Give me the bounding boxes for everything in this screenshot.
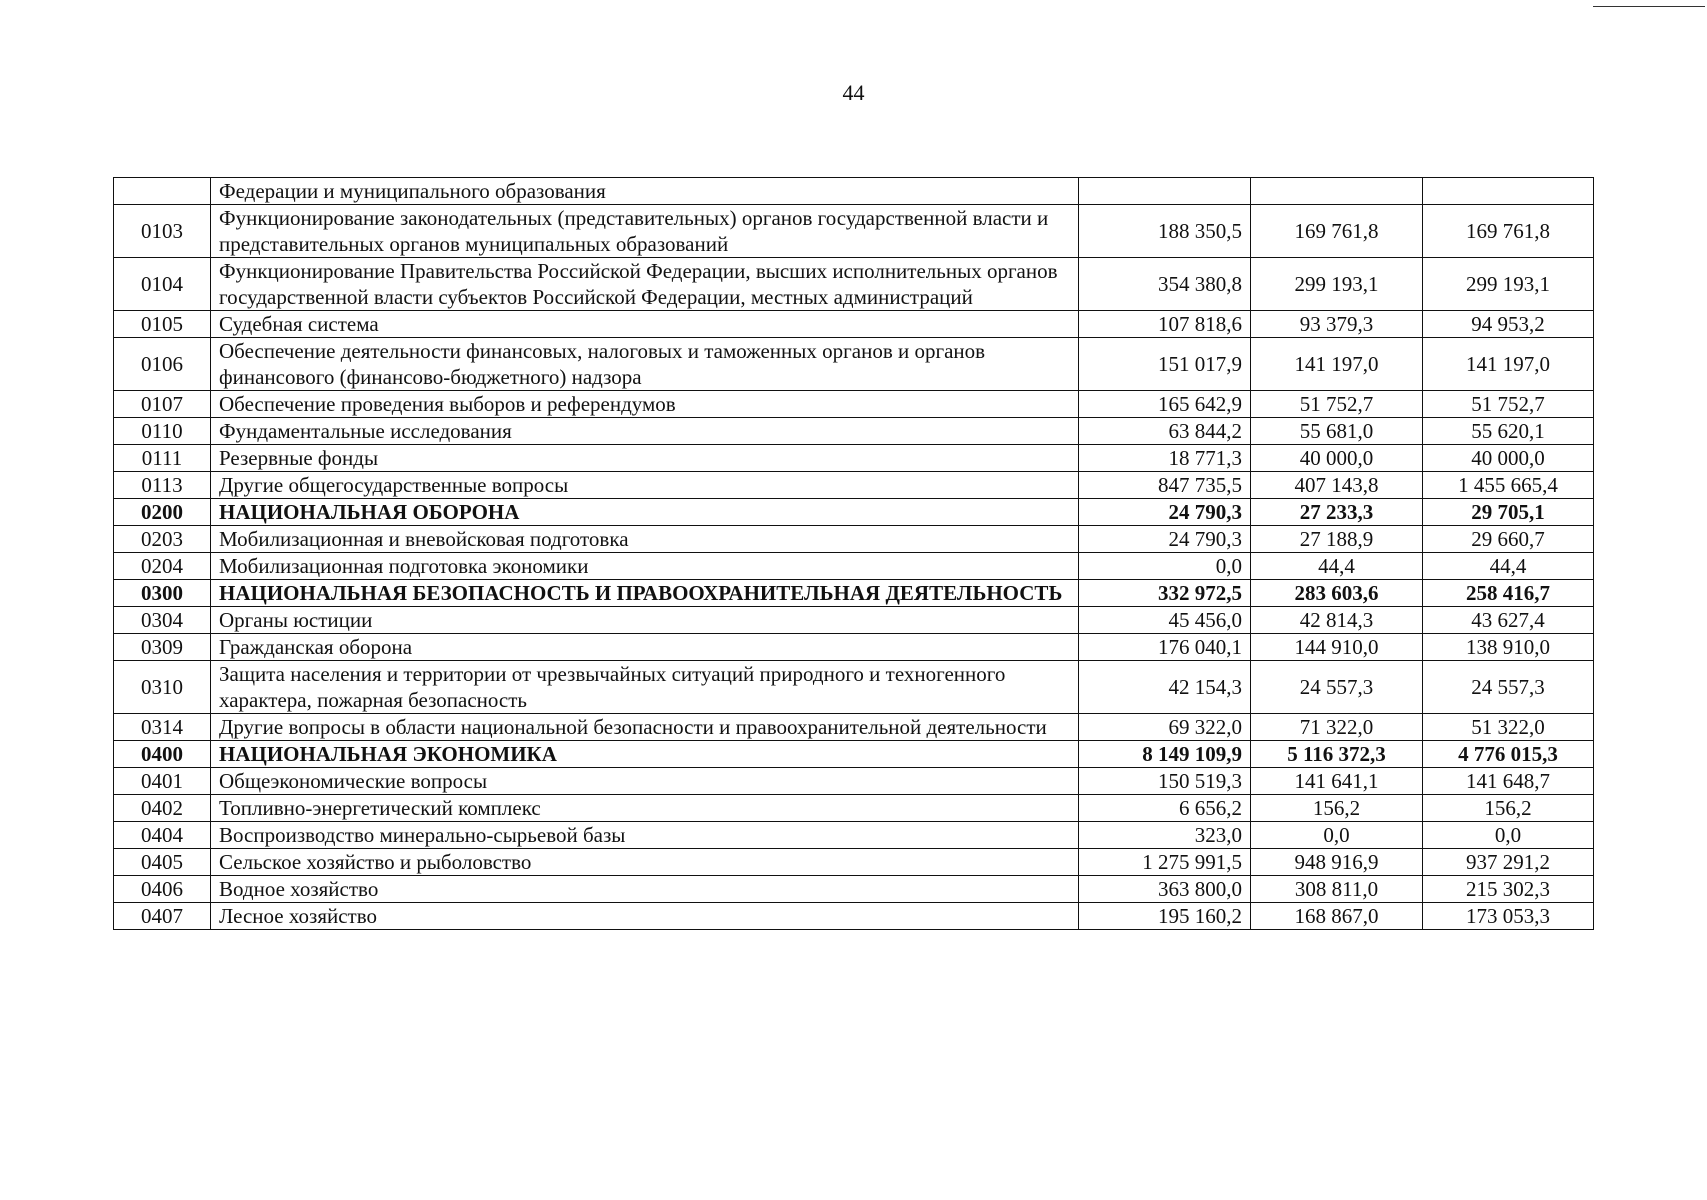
row-name: Топливно-энергетический комплекс xyxy=(211,795,1079,822)
row-value-3: 1 455 665,4 xyxy=(1423,472,1594,499)
table-row xyxy=(114,741,1594,768)
row-code: 0203 xyxy=(114,526,211,553)
table-row xyxy=(114,903,1594,930)
row-value-2: 71 322,0 xyxy=(1251,714,1423,741)
row-value-3: 138 910,0 xyxy=(1423,634,1594,661)
row-name: Мобилизационная подготовка экономики xyxy=(211,553,1079,580)
row-name: Резервные фонды xyxy=(211,445,1079,472)
row-value-2: 93 379,3 xyxy=(1251,311,1423,338)
row-value-1: 42 154,3 xyxy=(1079,661,1251,714)
row-value-3: 40 000,0 xyxy=(1423,445,1594,472)
row-value-3 xyxy=(1423,178,1594,205)
row-code: 0401 xyxy=(114,768,211,795)
table-row xyxy=(114,178,1594,205)
table-row xyxy=(114,445,1594,472)
row-value-2: 55 681,0 xyxy=(1251,418,1423,445)
row-value-2: 141 641,1 xyxy=(1251,768,1423,795)
row-code: 0111 xyxy=(114,445,211,472)
row-name: Функционирование Правительства Российской Федерации, высших исполнительных органов государственной власти субъектов Российской Федерации, местных администраций xyxy=(211,258,1079,311)
row-value-2: 42 814,3 xyxy=(1251,607,1423,634)
row-value-1: 176 040,1 xyxy=(1079,634,1251,661)
row-code: 0200 xyxy=(114,499,211,526)
row-code: 0106 xyxy=(114,338,211,391)
row-value-2: 27 233,3 xyxy=(1251,499,1423,526)
row-code: 0404 xyxy=(114,822,211,849)
row-code xyxy=(114,178,211,205)
row-value-3: 43 627,4 xyxy=(1423,607,1594,634)
row-name: Федерации и муниципального образования xyxy=(211,178,1079,205)
row-name: НАЦИОНАЛЬНАЯ БЕЗОПАСНОСТЬ И ПРАВООХРАНИТЕЛЬНАЯ ДЕЯТЕЛЬНОСТЬ xyxy=(211,580,1079,607)
row-value-2 xyxy=(1251,178,1423,205)
row-value-1: 150 519,3 xyxy=(1079,768,1251,795)
row-code: 0110 xyxy=(114,418,211,445)
table-row xyxy=(114,258,1594,311)
row-name: Защита населения и территории от чрезвычайных ситуаций природного и техногенного характера, пожарная безопасность xyxy=(211,661,1079,714)
row-code: 0400 xyxy=(114,741,211,768)
row-value-2: 948 916,9 xyxy=(1251,849,1423,876)
row-code: 0204 xyxy=(114,553,211,580)
row-value-2: 169 761,8 xyxy=(1251,205,1423,258)
row-value-2: 283 603,6 xyxy=(1251,580,1423,607)
row-value-1: 195 160,2 xyxy=(1079,903,1251,930)
row-code: 0407 xyxy=(114,903,211,930)
row-value-3: 141 648,7 xyxy=(1423,768,1594,795)
row-value-3: 299 193,1 xyxy=(1423,258,1594,311)
row-name: Другие общегосударственные вопросы xyxy=(211,472,1079,499)
row-name: Фундаментальные исследования xyxy=(211,418,1079,445)
table-row xyxy=(114,311,1594,338)
row-value-3: 51 322,0 xyxy=(1423,714,1594,741)
row-value-3: 215 302,3 xyxy=(1423,876,1594,903)
table-row xyxy=(114,391,1594,418)
row-code: 0402 xyxy=(114,795,211,822)
row-value-2: 407 143,8 xyxy=(1251,472,1423,499)
row-code: 0104 xyxy=(114,258,211,311)
row-name: НАЦИОНАЛЬНАЯ ЭКОНОМИКА xyxy=(211,741,1079,768)
page-number: 44 xyxy=(842,80,865,105)
row-value-1: 24 790,3 xyxy=(1079,526,1251,553)
row-value-2: 156,2 xyxy=(1251,795,1423,822)
row-code: 0113 xyxy=(114,472,211,499)
row-code: 0300 xyxy=(114,580,211,607)
table-row xyxy=(114,661,1594,714)
row-value-3: 173 053,3 xyxy=(1423,903,1594,930)
row-value-1: 45 456,0 xyxy=(1079,607,1251,634)
row-value-2: 27 188,9 xyxy=(1251,526,1423,553)
row-value-2: 308 811,0 xyxy=(1251,876,1423,903)
row-name: Воспроизводство минерально-сырьевой базы xyxy=(211,822,1079,849)
row-value-3: 937 291,2 xyxy=(1423,849,1594,876)
row-code: 0405 xyxy=(114,849,211,876)
row-name: Обеспечение деятельности финансовых, налоговых и таможенных органов и органов финансового (финансово-бюджетного) надзора xyxy=(211,338,1079,391)
row-value-1: 151 017,9 xyxy=(1079,338,1251,391)
row-value-1: 1 275 991,5 xyxy=(1079,849,1251,876)
row-name: Лесное хозяйство xyxy=(211,903,1079,930)
row-value-2: 40 000,0 xyxy=(1251,445,1423,472)
row-name: Сельское хозяйство и рыболовство xyxy=(211,849,1079,876)
row-name: Другие вопросы в области национальной безопасности и правоохранительной деятельности xyxy=(211,714,1079,741)
row-value-2: 5 116 372,3 xyxy=(1251,741,1423,768)
table-row xyxy=(114,205,1594,258)
table-row xyxy=(114,553,1594,580)
row-code: 0406 xyxy=(114,876,211,903)
row-value-1: 323,0 xyxy=(1079,822,1251,849)
row-name: Мобилизационная и вневойсковая подготовка xyxy=(211,526,1079,553)
budget-table-body xyxy=(114,178,1594,930)
row-value-2: 44,4 xyxy=(1251,553,1423,580)
row-value-1: 69 322,0 xyxy=(1079,714,1251,741)
row-code: 0314 xyxy=(114,714,211,741)
table-row xyxy=(114,876,1594,903)
row-name: Водное хозяйство xyxy=(211,876,1079,903)
row-code: 0310 xyxy=(114,661,211,714)
row-value-3: 169 761,8 xyxy=(1423,205,1594,258)
page-edge-line xyxy=(1593,6,1705,7)
table-row xyxy=(114,822,1594,849)
row-name: НАЦИОНАЛЬНАЯ ОБОРОНА xyxy=(211,499,1079,526)
row-value-3: 0,0 xyxy=(1423,822,1594,849)
row-code: 0103 xyxy=(114,205,211,258)
table-row xyxy=(114,849,1594,876)
row-value-1: 354 380,8 xyxy=(1079,258,1251,311)
budget-table xyxy=(113,177,1594,930)
row-name: Судебная система xyxy=(211,311,1079,338)
row-name: Органы юстиции xyxy=(211,607,1079,634)
row-value-1: 165 642,9 xyxy=(1079,391,1251,418)
row-value-2: 51 752,7 xyxy=(1251,391,1423,418)
row-value-1: 107 818,6 xyxy=(1079,311,1251,338)
table-row xyxy=(114,795,1594,822)
row-value-3: 94 953,2 xyxy=(1423,311,1594,338)
table-row xyxy=(114,580,1594,607)
row-value-1: 188 350,5 xyxy=(1079,205,1251,258)
row-value-1: 24 790,3 xyxy=(1079,499,1251,526)
table-row xyxy=(114,768,1594,795)
table-row xyxy=(114,418,1594,445)
row-code: 0105 xyxy=(114,311,211,338)
row-code: 0107 xyxy=(114,391,211,418)
row-value-2: 24 557,3 xyxy=(1251,661,1423,714)
row-code: 0309 xyxy=(114,634,211,661)
table-row xyxy=(114,472,1594,499)
row-value-3: 29 660,7 xyxy=(1423,526,1594,553)
row-value-2: 299 193,1 xyxy=(1251,258,1423,311)
row-value-1: 18 771,3 xyxy=(1079,445,1251,472)
row-value-2: 168 867,0 xyxy=(1251,903,1423,930)
table-row xyxy=(114,338,1594,391)
row-value-2: 0,0 xyxy=(1251,822,1423,849)
row-value-2: 144 910,0 xyxy=(1251,634,1423,661)
row-value-1: 847 735,5 xyxy=(1079,472,1251,499)
row-value-1: 0,0 xyxy=(1079,553,1251,580)
row-value-3: 258 416,7 xyxy=(1423,580,1594,607)
row-value-3: 4 776 015,3 xyxy=(1423,741,1594,768)
row-value-1: 332 972,5 xyxy=(1079,580,1251,607)
row-value-3: 44,4 xyxy=(1423,553,1594,580)
row-name: Обеспечение проведения выборов и референдумов xyxy=(211,391,1079,418)
table-row xyxy=(114,607,1594,634)
row-value-3: 141 197,0 xyxy=(1423,338,1594,391)
table-row xyxy=(114,634,1594,661)
row-value-3: 55 620,1 xyxy=(1423,418,1594,445)
row-value-3: 24 557,3 xyxy=(1423,661,1594,714)
row-value-3: 51 752,7 xyxy=(1423,391,1594,418)
row-value-1: 363 800,0 xyxy=(1079,876,1251,903)
table-row xyxy=(114,714,1594,741)
row-name: Общеэкономические вопросы xyxy=(211,768,1079,795)
table-row xyxy=(114,526,1594,553)
row-value-1: 8 149 109,9 xyxy=(1079,741,1251,768)
row-value-1 xyxy=(1079,178,1251,205)
row-value-3: 156,2 xyxy=(1423,795,1594,822)
row-value-1: 6 656,2 xyxy=(1079,795,1251,822)
row-value-3: 29 705,1 xyxy=(1423,499,1594,526)
row-value-1: 63 844,2 xyxy=(1079,418,1251,445)
row-code: 0304 xyxy=(114,607,211,634)
row-name: Гражданская оборона xyxy=(211,634,1079,661)
row-value-2: 141 197,0 xyxy=(1251,338,1423,391)
row-name: Функционирование законодательных (представительных) органов государственной власти и представительных органов муниципальных образований xyxy=(211,205,1079,258)
table-row xyxy=(114,499,1594,526)
